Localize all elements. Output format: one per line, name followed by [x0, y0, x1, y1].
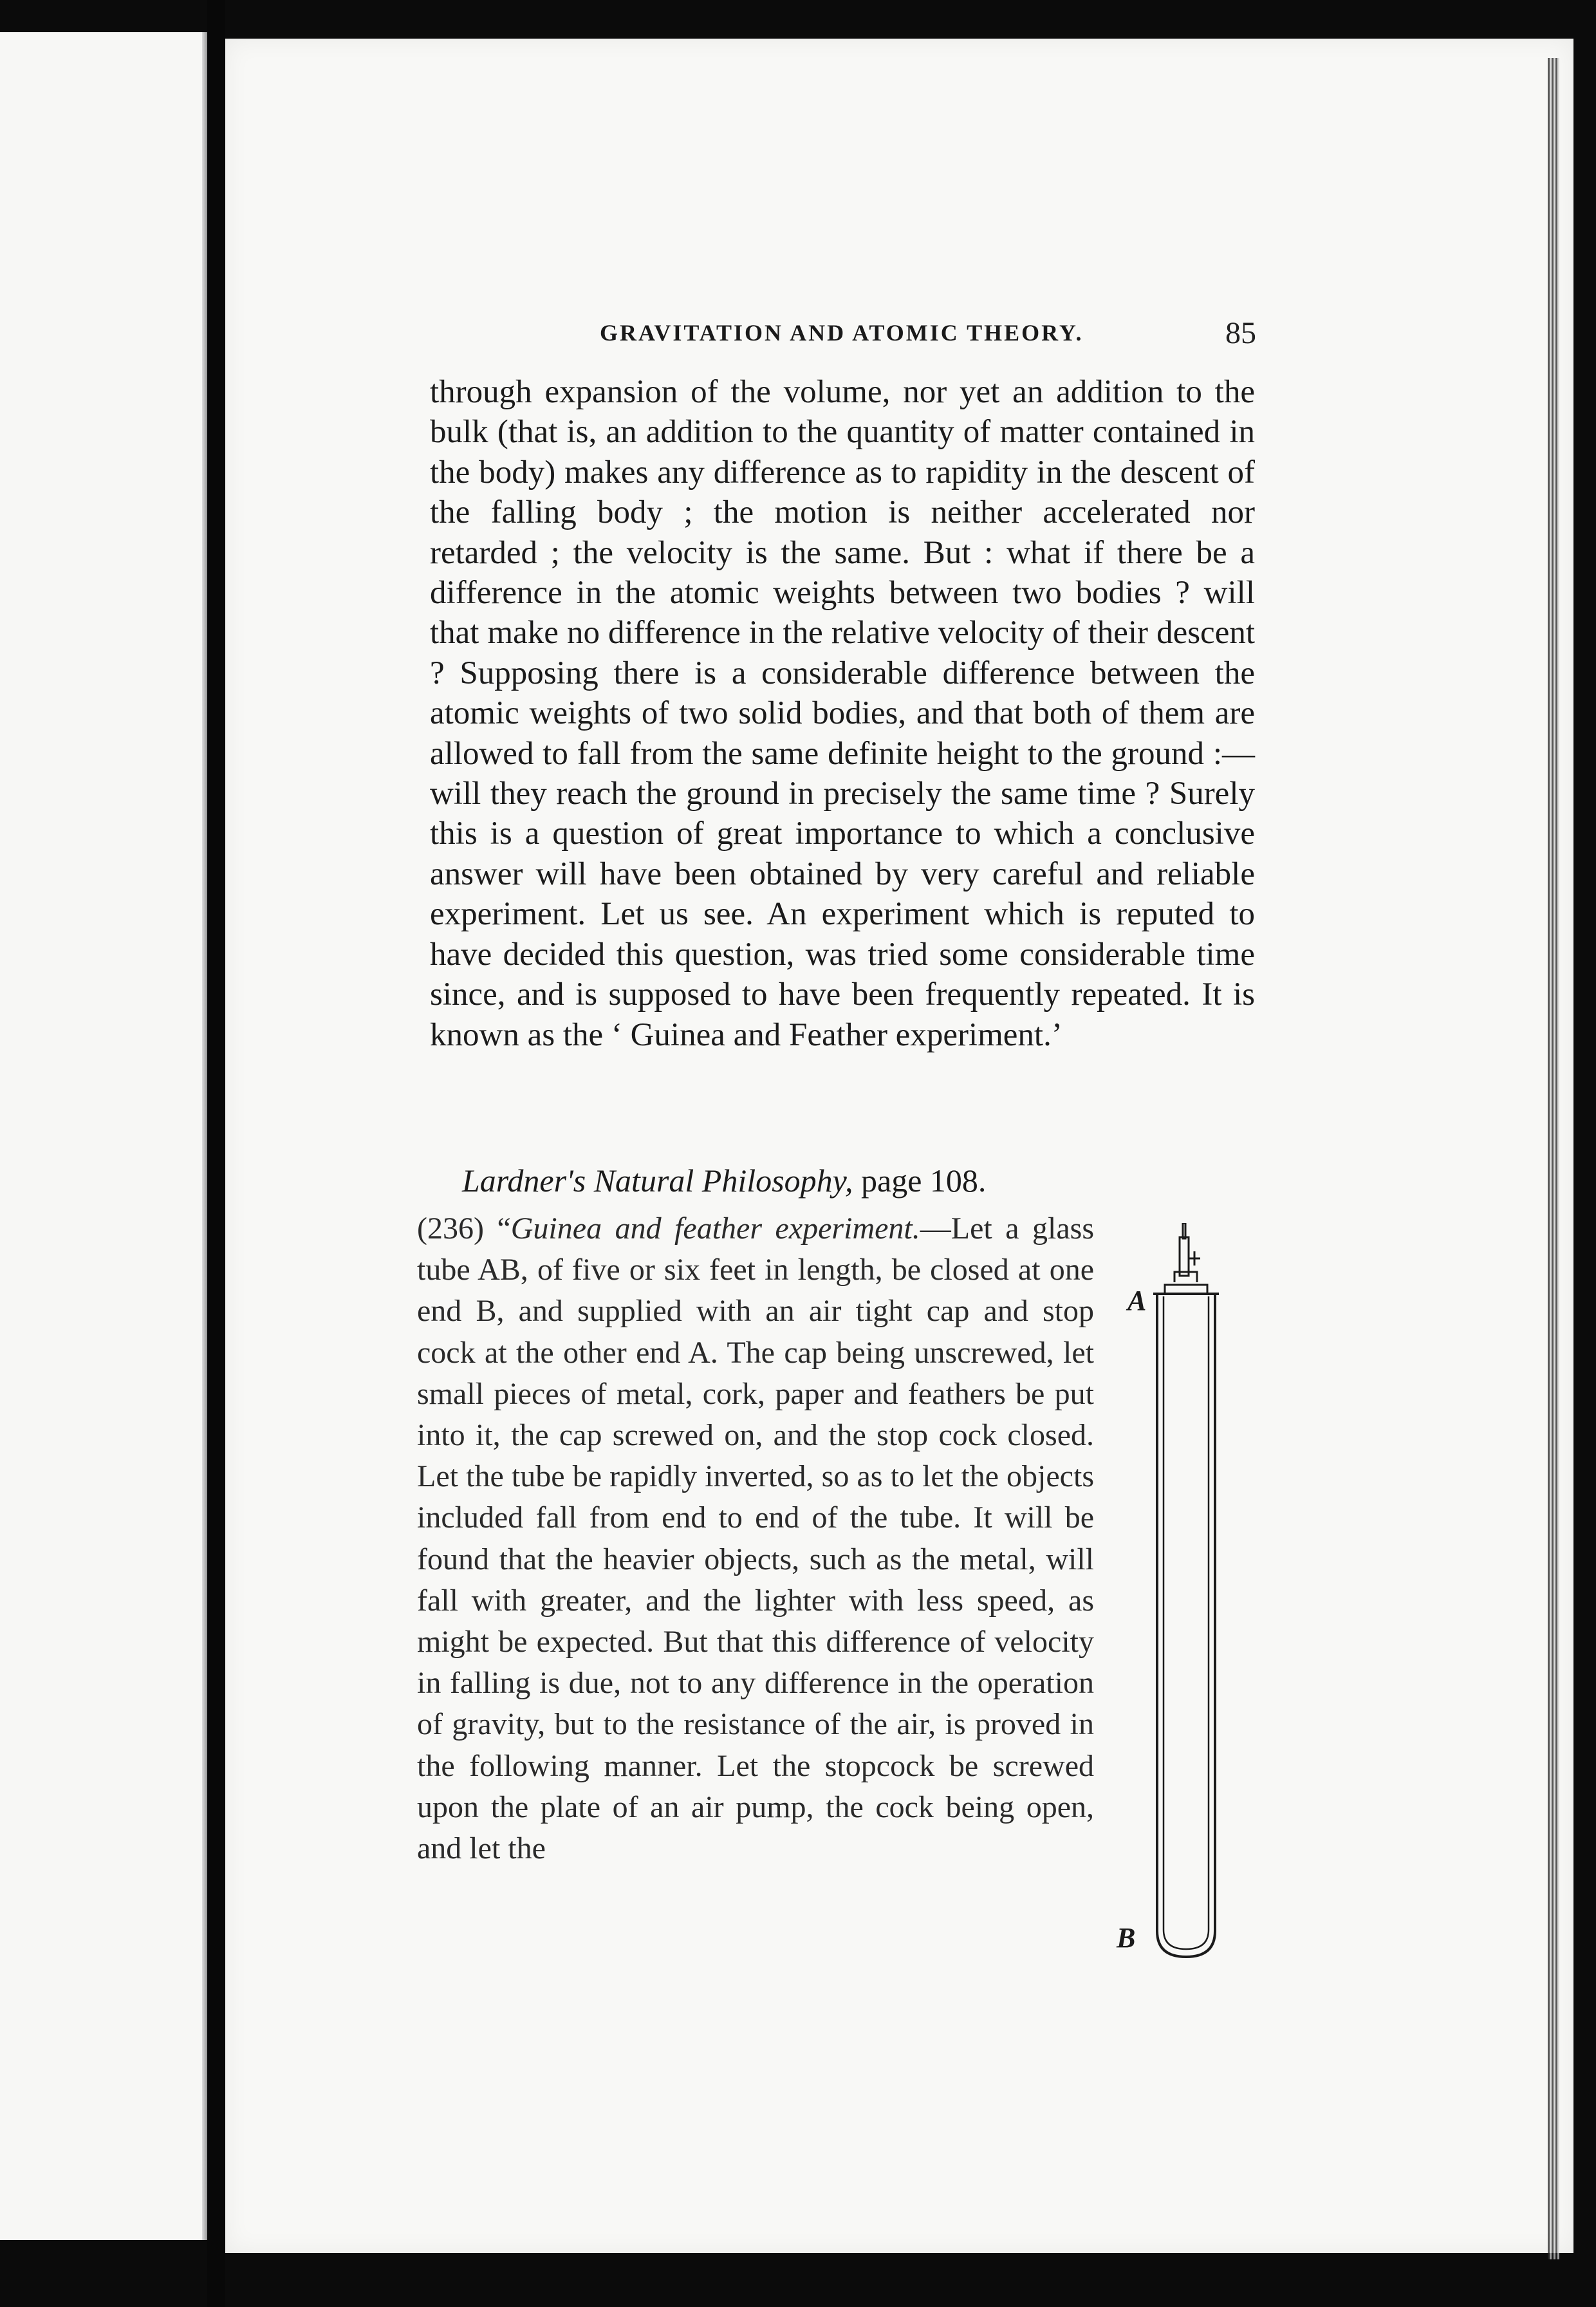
- body-paragraph: through expansion of the volume, nor yet an addition to the bulk (that is, an addition to the quantity of matter contained in the body) makes any difference as to rapidity in the descent of the falling body ; the motion is neither accelerated nor retarded ; the velocity is the same. But : what if there be a difference in the atomic weights between two bodies ? will that make no difference in the relative velocity of their descent ? Supposing there is a considerable difference between the atomic weights of two solid bodies, and that both of them are allowed to fall from the same definite height to the ground :—will they reach the ground in precisely the same time ? Surely this is a question of great importance to which a conclusive answer will have been obtained by very careful and reliable experiment. Let us see. An experiment which is reputed to have decided this question, was tried some considerable time since, and is supposed to have been frequently repeated. It is known as the ‘ Guinea and Feather experiment.’: [430, 374, 1255, 1053]
- facing-page-edge: [0, 32, 207, 2240]
- glass-tube-figure: [1120, 1223, 1223, 1970]
- quote-body: —Let a glass tube AB, of five or six feet in length, be closed at one end B, and supplied with an air tight cap and stop cock at the other end A. The cap being unscrewed, let small pieces of metal, cork, paper and feathers be put into it, the cap screwed on, and the stop cock closed. Let the tube be rapidly inverted, so as to let the objects included fall from end to end of the tube. It will be found that the heavier objects, such as the metal, will fall with greater, and the lighter with less speed, as might be expected. But that this difference of velocity in falling is due, not to any difference in the operation of gravity, but to the resistance of the air, is proved in the following manner. Let the stopcock be screwed upon the plate of an air pump, the cock being open, and let the: [417, 1211, 1094, 1866]
- page-number: 85: [1225, 316, 1256, 350]
- source-title: Lardner's Natural Philosophy,: [462, 1163, 853, 1199]
- quoted-paragraph: [417, 1208, 1094, 1869]
- figure-label-b: B: [1117, 1922, 1136, 1954]
- running-head-title: GRAVITATION AND ATOMIC THEORY.: [600, 320, 1084, 346]
- page-stack-edge: [1548, 58, 1559, 2259]
- running-head: [600, 316, 1256, 358]
- book-gutter: [207, 0, 225, 2307]
- quote-number: (236) “: [417, 1211, 511, 1246]
- book-page: [225, 39, 1573, 2253]
- figure-label-a: A: [1127, 1285, 1147, 1316]
- tube-body: [1153, 1285, 1219, 1957]
- quote-title: Guinea and feather experiment.: [510, 1211, 920, 1246]
- stop-cock: [1174, 1223, 1200, 1282]
- quotation-source: [462, 1162, 1234, 1199]
- source-page: page 108.: [861, 1163, 987, 1199]
